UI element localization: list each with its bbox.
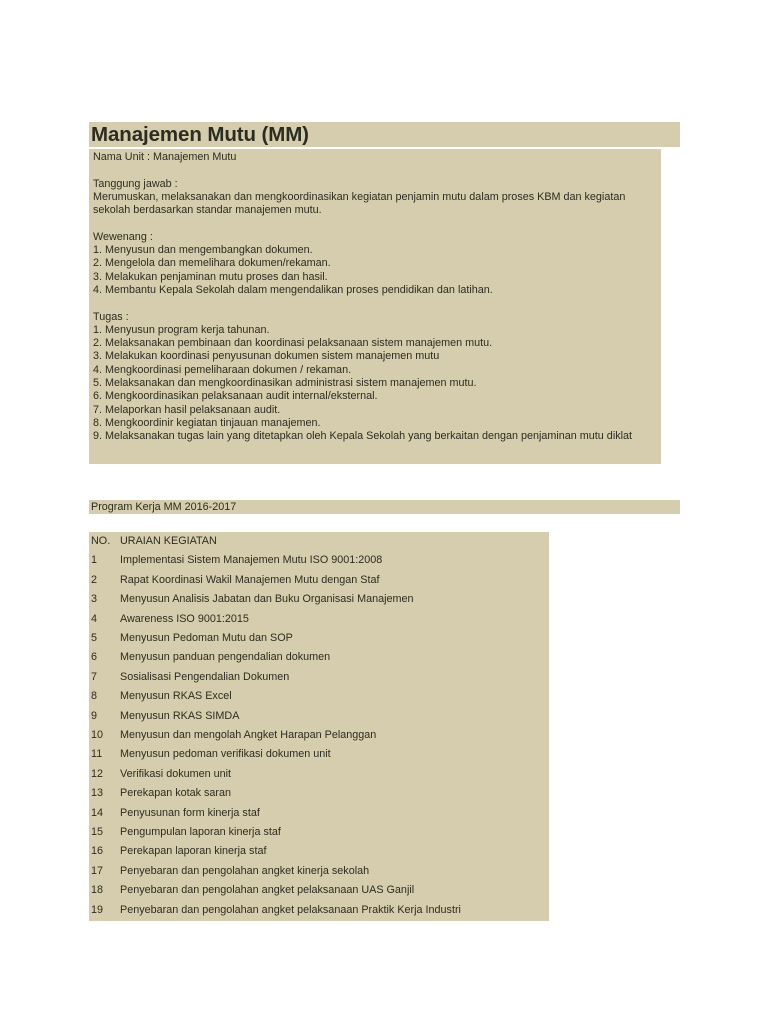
info-line: Tugas : <box>93 310 129 323</box>
info-line: 7. Melaporkan hasil pelaksanaan audit. <box>93 403 281 416</box>
info-line: 2. Melaksanakan pembinaan dan koordinasi pelaksanaan sistem manajemen mutu. <box>93 337 493 350</box>
row-number: 11 <box>91 748 103 761</box>
row-description: Implementasi Sistem Manajemen Mutu ISO 9001:2008 <box>120 554 383 567</box>
info-line: sekolah berdasarkan standar manajemen mutu. <box>93 204 322 217</box>
row-description: Penyebaran dan pengolahan angket pelaksanaan Praktik Kerja Industri <box>120 903 461 916</box>
row-description: Menyusun RKAS SIMDA <box>120 709 240 722</box>
table-row <box>89 687 549 706</box>
row-number: 6 <box>91 651 98 664</box>
table-row <box>89 784 549 803</box>
row-number: 14 <box>91 806 104 819</box>
activity-table <box>89 532 549 921</box>
info-line: 1. Menyusun program kerja tahunan. <box>93 323 270 336</box>
row-number: 13 <box>91 787 104 800</box>
table-row <box>89 590 549 609</box>
table-row <box>89 668 549 687</box>
table-row <box>89 862 549 881</box>
row-description: Penyebaran dan pengolahan angket pelaksanaan UAS Ganjil <box>120 884 415 897</box>
unit-info-box <box>89 149 661 464</box>
info-line: 2. Mengelola dan memelihara dokumen/rekaman. <box>93 257 331 270</box>
table-row <box>89 610 549 629</box>
row-description: Penyusunan form kinerja staf <box>120 806 260 819</box>
page-title: Manajemen Mutu (MM) <box>91 123 309 146</box>
table-row <box>89 765 549 784</box>
table-row <box>89 745 549 764</box>
header-desc: URAIAN KEGIATAN <box>120 535 217 547</box>
program-heading-bar <box>89 500 680 514</box>
row-number: 5 <box>91 632 98 644</box>
table-row <box>89 842 549 861</box>
row-number: 4 <box>91 612 98 625</box>
row-description: Menyusun pedoman verifikasi dokumen unit <box>120 748 331 761</box>
row-number: 1 <box>91 554 98 567</box>
info-line: 5. Melaksanakan dan mengkoordinasikan administrasi sistem manajemen mutu. <box>93 377 477 390</box>
unit-info-text <box>93 151 632 444</box>
row-description: Menyusun panduan pengendalian dokumen <box>120 651 331 664</box>
row-description: Perekapan laporan kinerja staf <box>120 845 267 858</box>
table-row <box>89 726 549 745</box>
row-description: Verifikasi dokumen unit <box>120 767 232 780</box>
table-row <box>89 707 549 726</box>
info-line: 3. Melakukan koordinasi penyusunan dokumen sistem manajemen mutu <box>93 350 440 363</box>
table-row <box>89 648 549 667</box>
row-number: 15 <box>91 826 104 838</box>
row-number: 2 <box>91 573 98 586</box>
info-line: 6. Mengkoordinasikan pelaksanaan audit internal/eksternal. <box>93 390 378 403</box>
info-line: 9. Melaksanakan tugas lain yang ditetapkan oleh Kepala Sekolah yang berkaitan dengan penjaminan mutu diklat <box>93 430 633 443</box>
info-line <box>93 217 632 230</box>
row-number: 12 <box>91 767 104 780</box>
row-number: 17 <box>91 864 104 877</box>
info-line <box>93 164 632 177</box>
table-row <box>89 901 549 920</box>
info-line: Nama Unit : Manajemen Mutu <box>93 151 237 163</box>
row-number: 7 <box>91 670 98 683</box>
table-row <box>89 823 549 842</box>
table-row <box>89 629 549 648</box>
row-description: Rapat Koordinasi Wakil Manajemen Mutu dengan Staf <box>120 573 380 586</box>
info-line: 8. Mengkoordinir kegiatan tinjauan manajemen. <box>93 416 321 429</box>
row-description: Menyusun Pedoman Mutu dan SOP <box>120 632 293 644</box>
row-number: 10 <box>91 729 104 741</box>
table-row <box>89 804 549 823</box>
row-number: 19 <box>91 903 104 916</box>
row-description: Menyusun Analisis Jabatan dan Buku Organisasi Manajemen <box>120 593 414 606</box>
header-no: NO. <box>91 535 111 547</box>
row-number: 9 <box>91 709 98 722</box>
info-line: Wewenang : <box>93 230 153 243</box>
row-description: Penyebaran dan pengolahan angket kinerja sekolah <box>120 864 370 877</box>
row-number: 18 <box>91 884 104 897</box>
info-line: Merumuskan, melaksanakan dan mengkoordinasikan kegiatan penjamin mutu dalam proses KBM dan kegiatan <box>93 190 626 203</box>
row-description: Perekapan kotak saran <box>120 787 232 800</box>
row-description: Awareness ISO 9001:2015 <box>120 612 249 625</box>
info-line: 3. Melakukan penjaminan mutu proses dan hasil. <box>93 270 328 283</box>
table-header <box>89 532 549 551</box>
row-number: 16 <box>91 845 104 858</box>
table-row <box>89 881 549 900</box>
row-description: Sosialisasi Pengendalian Dokumen <box>120 670 290 683</box>
row-number: 8 <box>91 690 98 703</box>
info-line <box>93 297 632 310</box>
row-description: Menyusun RKAS Excel <box>120 690 232 703</box>
info-line: 1. Menyusun dan mengembangkan dokumen. <box>93 244 313 257</box>
row-description: Pengumpulan laporan kinerja staf <box>120 826 281 838</box>
table-row <box>89 571 549 590</box>
info-line: 4. Mengkoordinasi pemeliharaan dokumen / rekaman. <box>93 363 352 376</box>
row-number: 3 <box>91 593 98 606</box>
title-bar <box>89 122 680 147</box>
row-description: Menyusun dan mengolah Angket Harapan Pelanggan <box>120 729 377 741</box>
table-row <box>89 551 549 570</box>
info-line: 4. Membantu Kepala Sekolah dalam mengendalikan proses pendidikan dan latihan. <box>93 283 493 296</box>
program-heading: Program Kerja MM 2016-2017 <box>91 501 237 513</box>
info-line: Tanggung jawab : <box>93 177 178 190</box>
